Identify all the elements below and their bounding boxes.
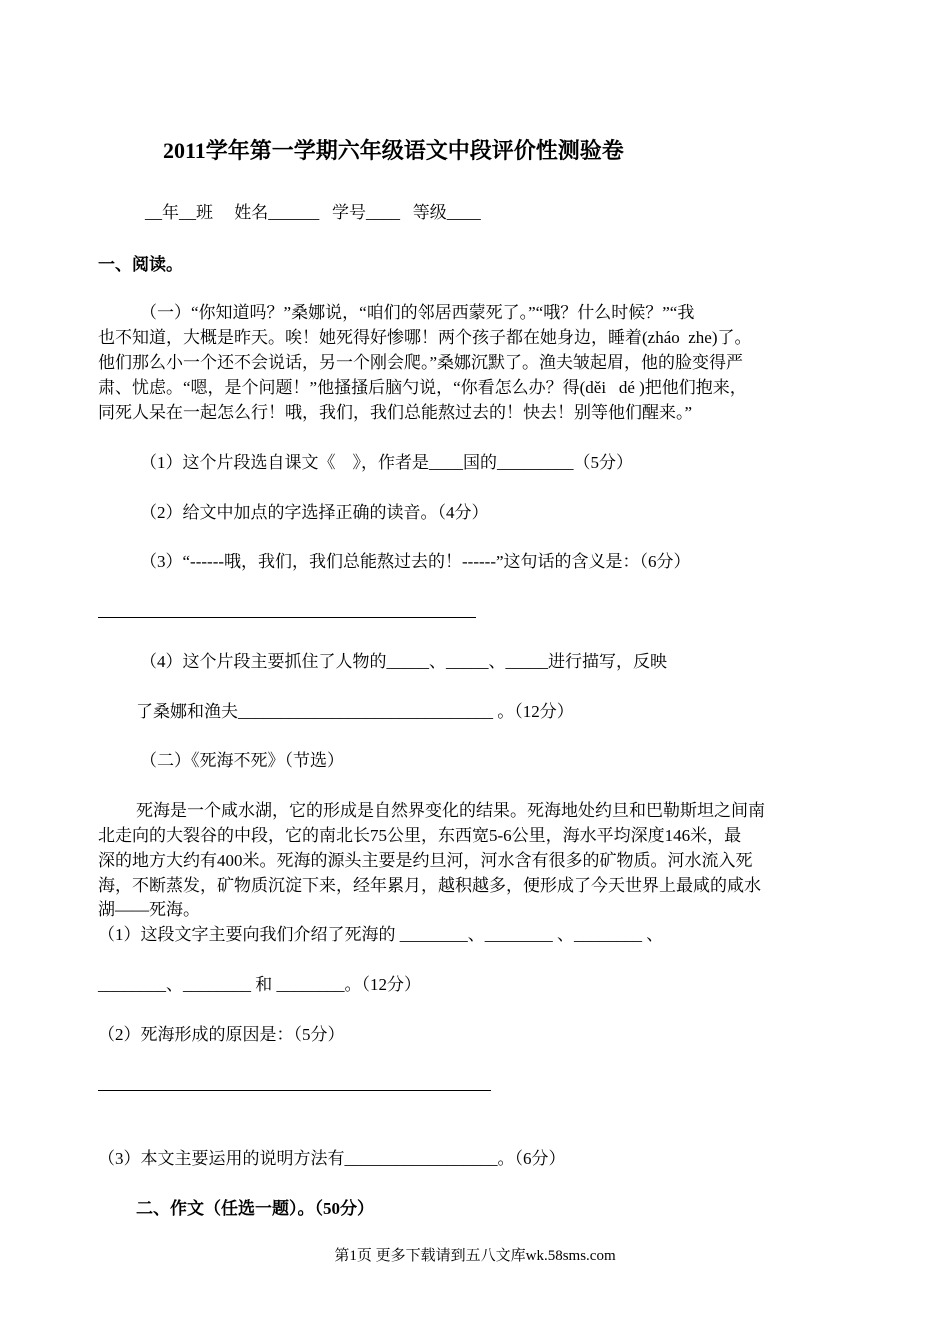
question-1: （1）这个片段选自课文《 》，作者是____国的_________（5分） (140, 453, 633, 472)
passage2-question-1-line1: （1）这段文字主要向我们介绍了死海的 ________、________ 、________ 、 (98, 925, 664, 944)
section2-heading: 二、作文（任选一题）。（50分） (136, 1199, 374, 1218)
page-footer: 第1页 更多下载请到五八文库wk.58sms.com (334, 1248, 616, 1264)
passage1-line: 他们那么小一个还不会说话，另一个刚会爬。”桑娜沉默了。渔夫皱起眉，他的脸变得严 (98, 353, 744, 372)
passage2-line: 死海是一个咸水湖，它的形成是自然界变化的结果。死海地处约旦和巴勒斯坦之间南 (136, 801, 765, 820)
passage1-line: 也不知道，大概是昨天。唉！她死得好惨哪！两个孩子都在她身边，睡着(zháo zhe)了。 (98, 328, 752, 347)
passage2-question-3: （3）本文主要运用的说明方法有__________________。（6分） (98, 1149, 566, 1168)
passage2-title: （二）《死海不死》（节选） (140, 751, 344, 770)
question-2: （2）给文中加点的字选择正确的读音。（4分） (140, 503, 489, 522)
passage2-question-1-line2: ________、________ 和 ________。（12分） (98, 975, 421, 994)
page-title: 2011学年第一学期六年级语文中段评价性测验卷 (163, 138, 624, 163)
passage2-line: 深的地方大约有400米。死海的源头主要是约旦河，河水含有很多的矿物质。河水流入死 (98, 851, 753, 870)
passage2-line: 海，不断蒸发，矿物质沉淀下来，经年累月，越积越多，便形成了今天世界上最咸的咸水 (98, 876, 761, 895)
section1-heading: 一、阅读。 (98, 255, 183, 274)
student-info-line: __年__班 姓名______ 学号____ 等级____ (145, 203, 481, 222)
passage2-line: 北走向的大裂谷的中段，它的南北长75公里，东西宽5-6公里，海水平均深度146米，最 (98, 826, 742, 845)
question-4-line1: （4）这个片段主要抓住了人物的_____、_____、_____进行描写，反映 (140, 652, 667, 671)
question-4-line2: 了桑娜和渔夫______________________________ 。（12分） (136, 702, 574, 721)
passage1-line: 同死人呆在一起怎么行！哦，我们，我们总能熬过去的！快去！别等他们醒来。” (98, 403, 693, 422)
passage2-question-2: （2）死海形成的原因是：（5分） (98, 1025, 345, 1044)
answer-line (98, 1090, 491, 1091)
passage1-line: 肃、忧虑。“嗯，是个问题！”他搔搔后脑勺说，“你看怎么办？得(děi dé )把他们抱来， (98, 378, 747, 397)
passage2-line: 湖——死海。 (98, 900, 200, 919)
passage1-line: （一）“你知道吗？”桑娜说，“咱们的邻居西蒙死了。”“哦？什么时候？”“我 (140, 303, 695, 322)
question-3: （3）“------哦，我们，我们总能熬过去的！------”这句话的含义是：（6分） (140, 552, 691, 571)
answer-line (98, 617, 476, 618)
